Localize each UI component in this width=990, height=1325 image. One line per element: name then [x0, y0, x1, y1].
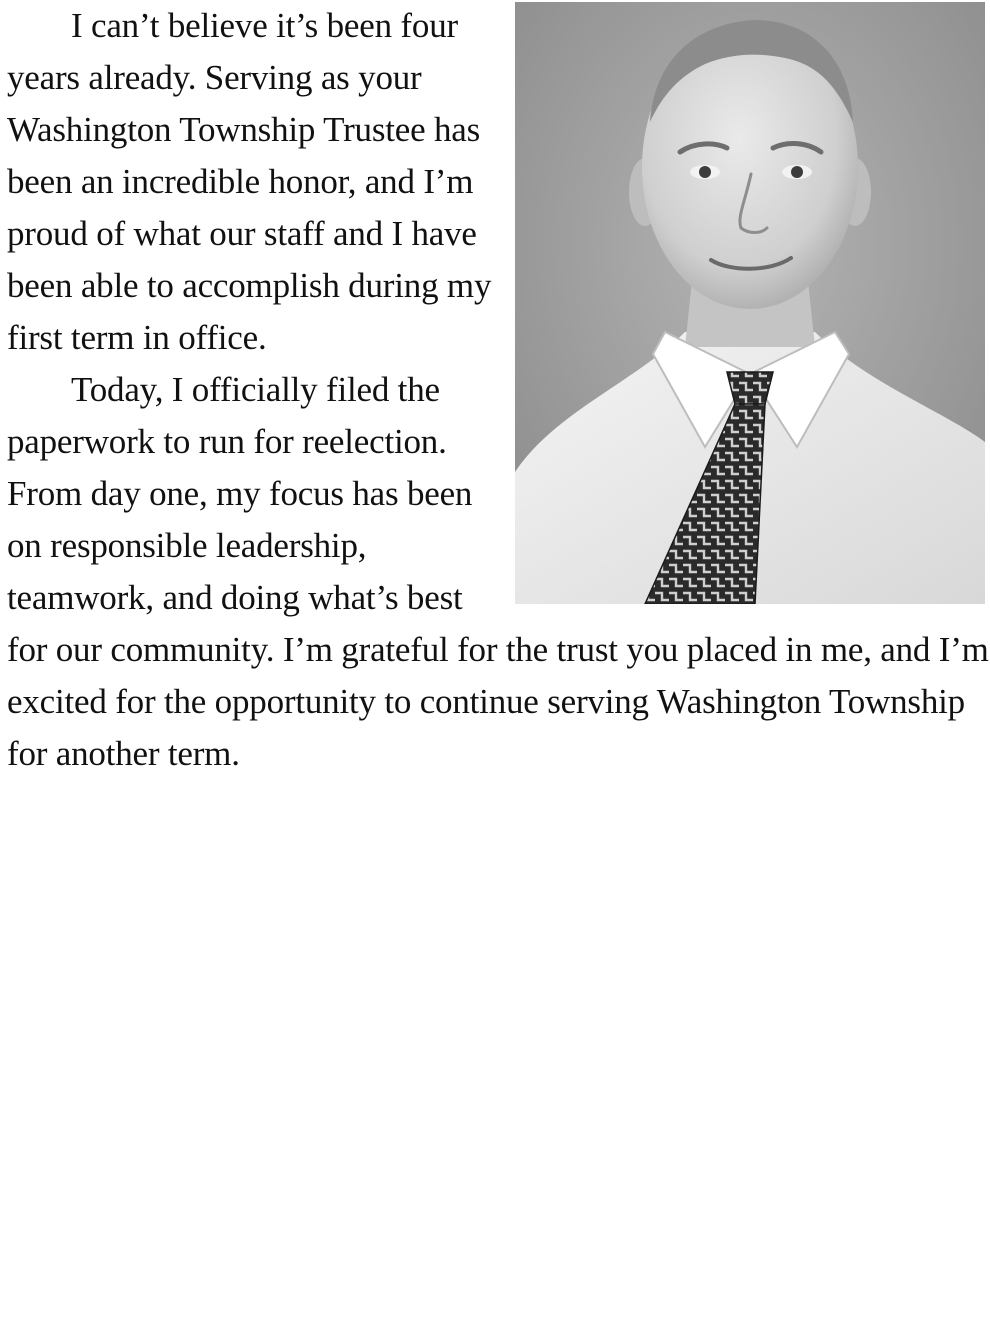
paragraph-reelection: Today, I officially filed the paperwork to run for reelection. From day one, my focus has been on responsible leadership, teamwork, and doing what’s best for our community. I’m grateful for the trust you placed in me, and I’m excited for the opportunity to continue serving Washington Township for another term.	[7, 370, 989, 773]
paragraph-first-term: I can’t believe it’s been four years already. Serving as your Washington Township Trustee has been an incredible honor, and I’m proud of what our staff and I have been able to accomplish during my first term in office.	[7, 6, 492, 357]
letter-body	[7, 0, 989, 780]
trustee-portrait-photo	[515, 2, 985, 604]
